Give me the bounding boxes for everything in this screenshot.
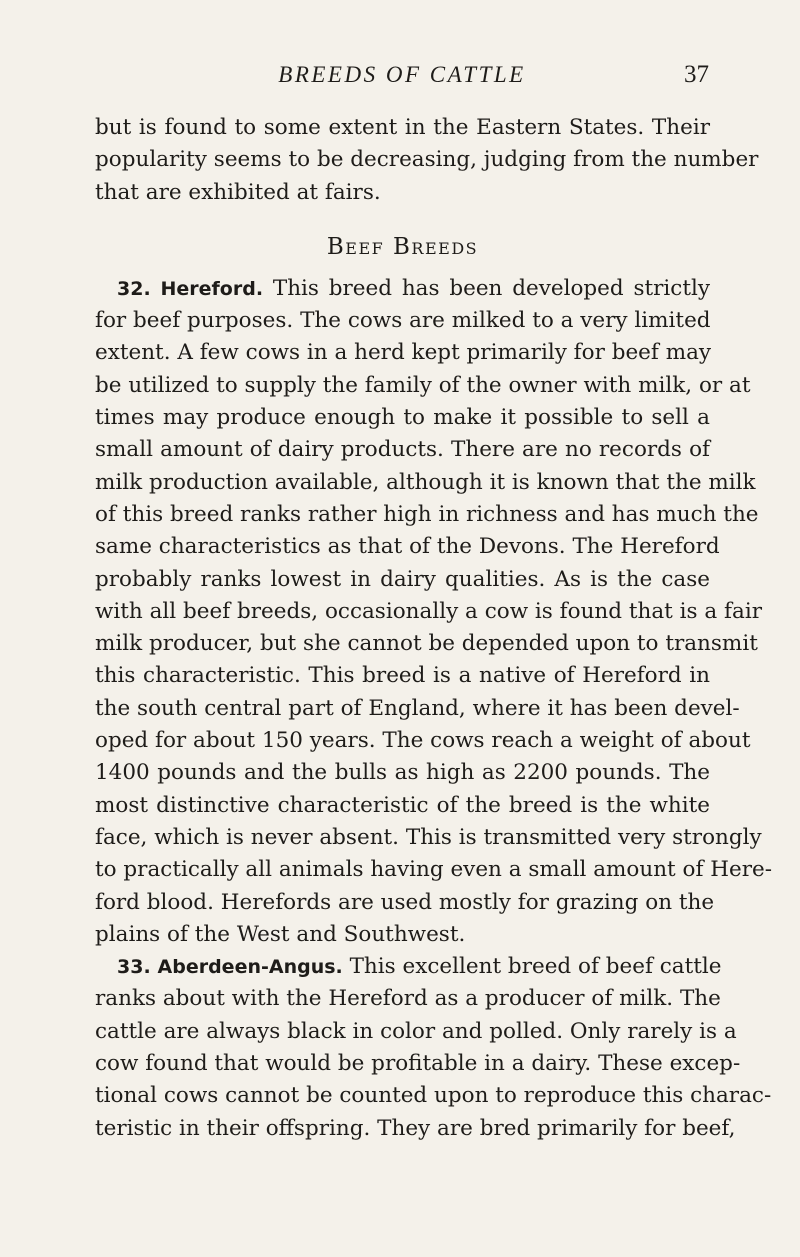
page-number: 37 bbox=[684, 61, 709, 88]
text-line: 1400 pounds and the bulls as high as 2200 pounds. The bbox=[95, 760, 710, 786]
text-line: cow found that would be profitable in a dairy. These excep- bbox=[95, 1051, 741, 1077]
text-line: face, which is never absent. This is transmitted very strongly bbox=[95, 824, 762, 850]
text-line: small amount of dairy products. There are no records of bbox=[95, 437, 710, 463]
paragraph-title: Hereford. bbox=[160, 277, 264, 300]
text-line: extent. A few cows in a herd kept primarily for beef may bbox=[95, 340, 712, 366]
text-line: be utilized to supply the family of the owner with milk, or at bbox=[95, 372, 751, 398]
text-line: probably ranks lowest in dairy qualities. As is the case bbox=[95, 566, 710, 592]
text-line: milk production available, although it is known that the milk bbox=[95, 469, 756, 495]
text-fragment: This breed has been developed strictly bbox=[272, 275, 710, 301]
text-line: popularity seems to be decreasing, judging from the number bbox=[95, 147, 759, 173]
text-line: cattle are always black in color and polled. Only rarely is a bbox=[95, 1018, 737, 1044]
text-line: but is found to some extent in the Eastern States. Their bbox=[95, 115, 710, 140]
text-line: oped for about 150 years. The cows reach a weight of about bbox=[95, 728, 751, 754]
text-line: ranks about with the Hereford as a producer of milk. The bbox=[95, 986, 721, 1012]
paragraph-33-first-line bbox=[95, 951, 722, 983]
running-title: BREEDS OF CATTLE bbox=[278, 62, 526, 87]
body-text bbox=[95, 112, 772, 1145]
text-fragment: This excellent breed of beef cattle bbox=[349, 954, 722, 980]
paragraph-number: 33. bbox=[117, 956, 151, 979]
text-line: this characteristic. This breed is a native of Hereford in bbox=[95, 663, 710, 689]
text-line: plains of the West and Southwest. bbox=[95, 921, 466, 947]
text-line: with all beef breeds, occasionally a cow is found that is a fair bbox=[95, 598, 762, 624]
text-line: times may produce enough to make it possible to sell a bbox=[95, 405, 710, 431]
text-line: the south central part of England, where it has been devel- bbox=[95, 695, 740, 721]
text-line: of this breed ranks rather high in richness and has much the bbox=[95, 501, 759, 527]
section-heading: Beef Breeds bbox=[326, 233, 479, 260]
text-line: most distinctive characteristic of the breed is the white bbox=[95, 792, 710, 818]
running-head bbox=[95, 58, 709, 92]
paragraph-number: 32. bbox=[117, 277, 151, 300]
text-line: teristic in their offspring. They are bred primarily for beef, bbox=[95, 1115, 736, 1141]
text-line: to practically all animals having even a small amount of Here- bbox=[95, 857, 772, 883]
paragraph-32-first-line bbox=[95, 273, 710, 305]
text-line: ford blood. Herefords are used mostly for grazing on the bbox=[95, 889, 715, 915]
text-line: for beef purposes. The cows are milked to a very limited bbox=[95, 308, 711, 334]
text-line: that are exhibited at fairs. bbox=[95, 179, 381, 205]
text-line: milk producer, but she cannot be depended upon to transmit bbox=[95, 631, 758, 657]
paragraph-title: Aberdeen-Angus. bbox=[157, 956, 343, 979]
text-line: same characteristics as that of the Devons. The Hereford bbox=[95, 534, 720, 560]
text-line: tional cows cannot be counted upon to reproduce this charac- bbox=[95, 1083, 772, 1109]
